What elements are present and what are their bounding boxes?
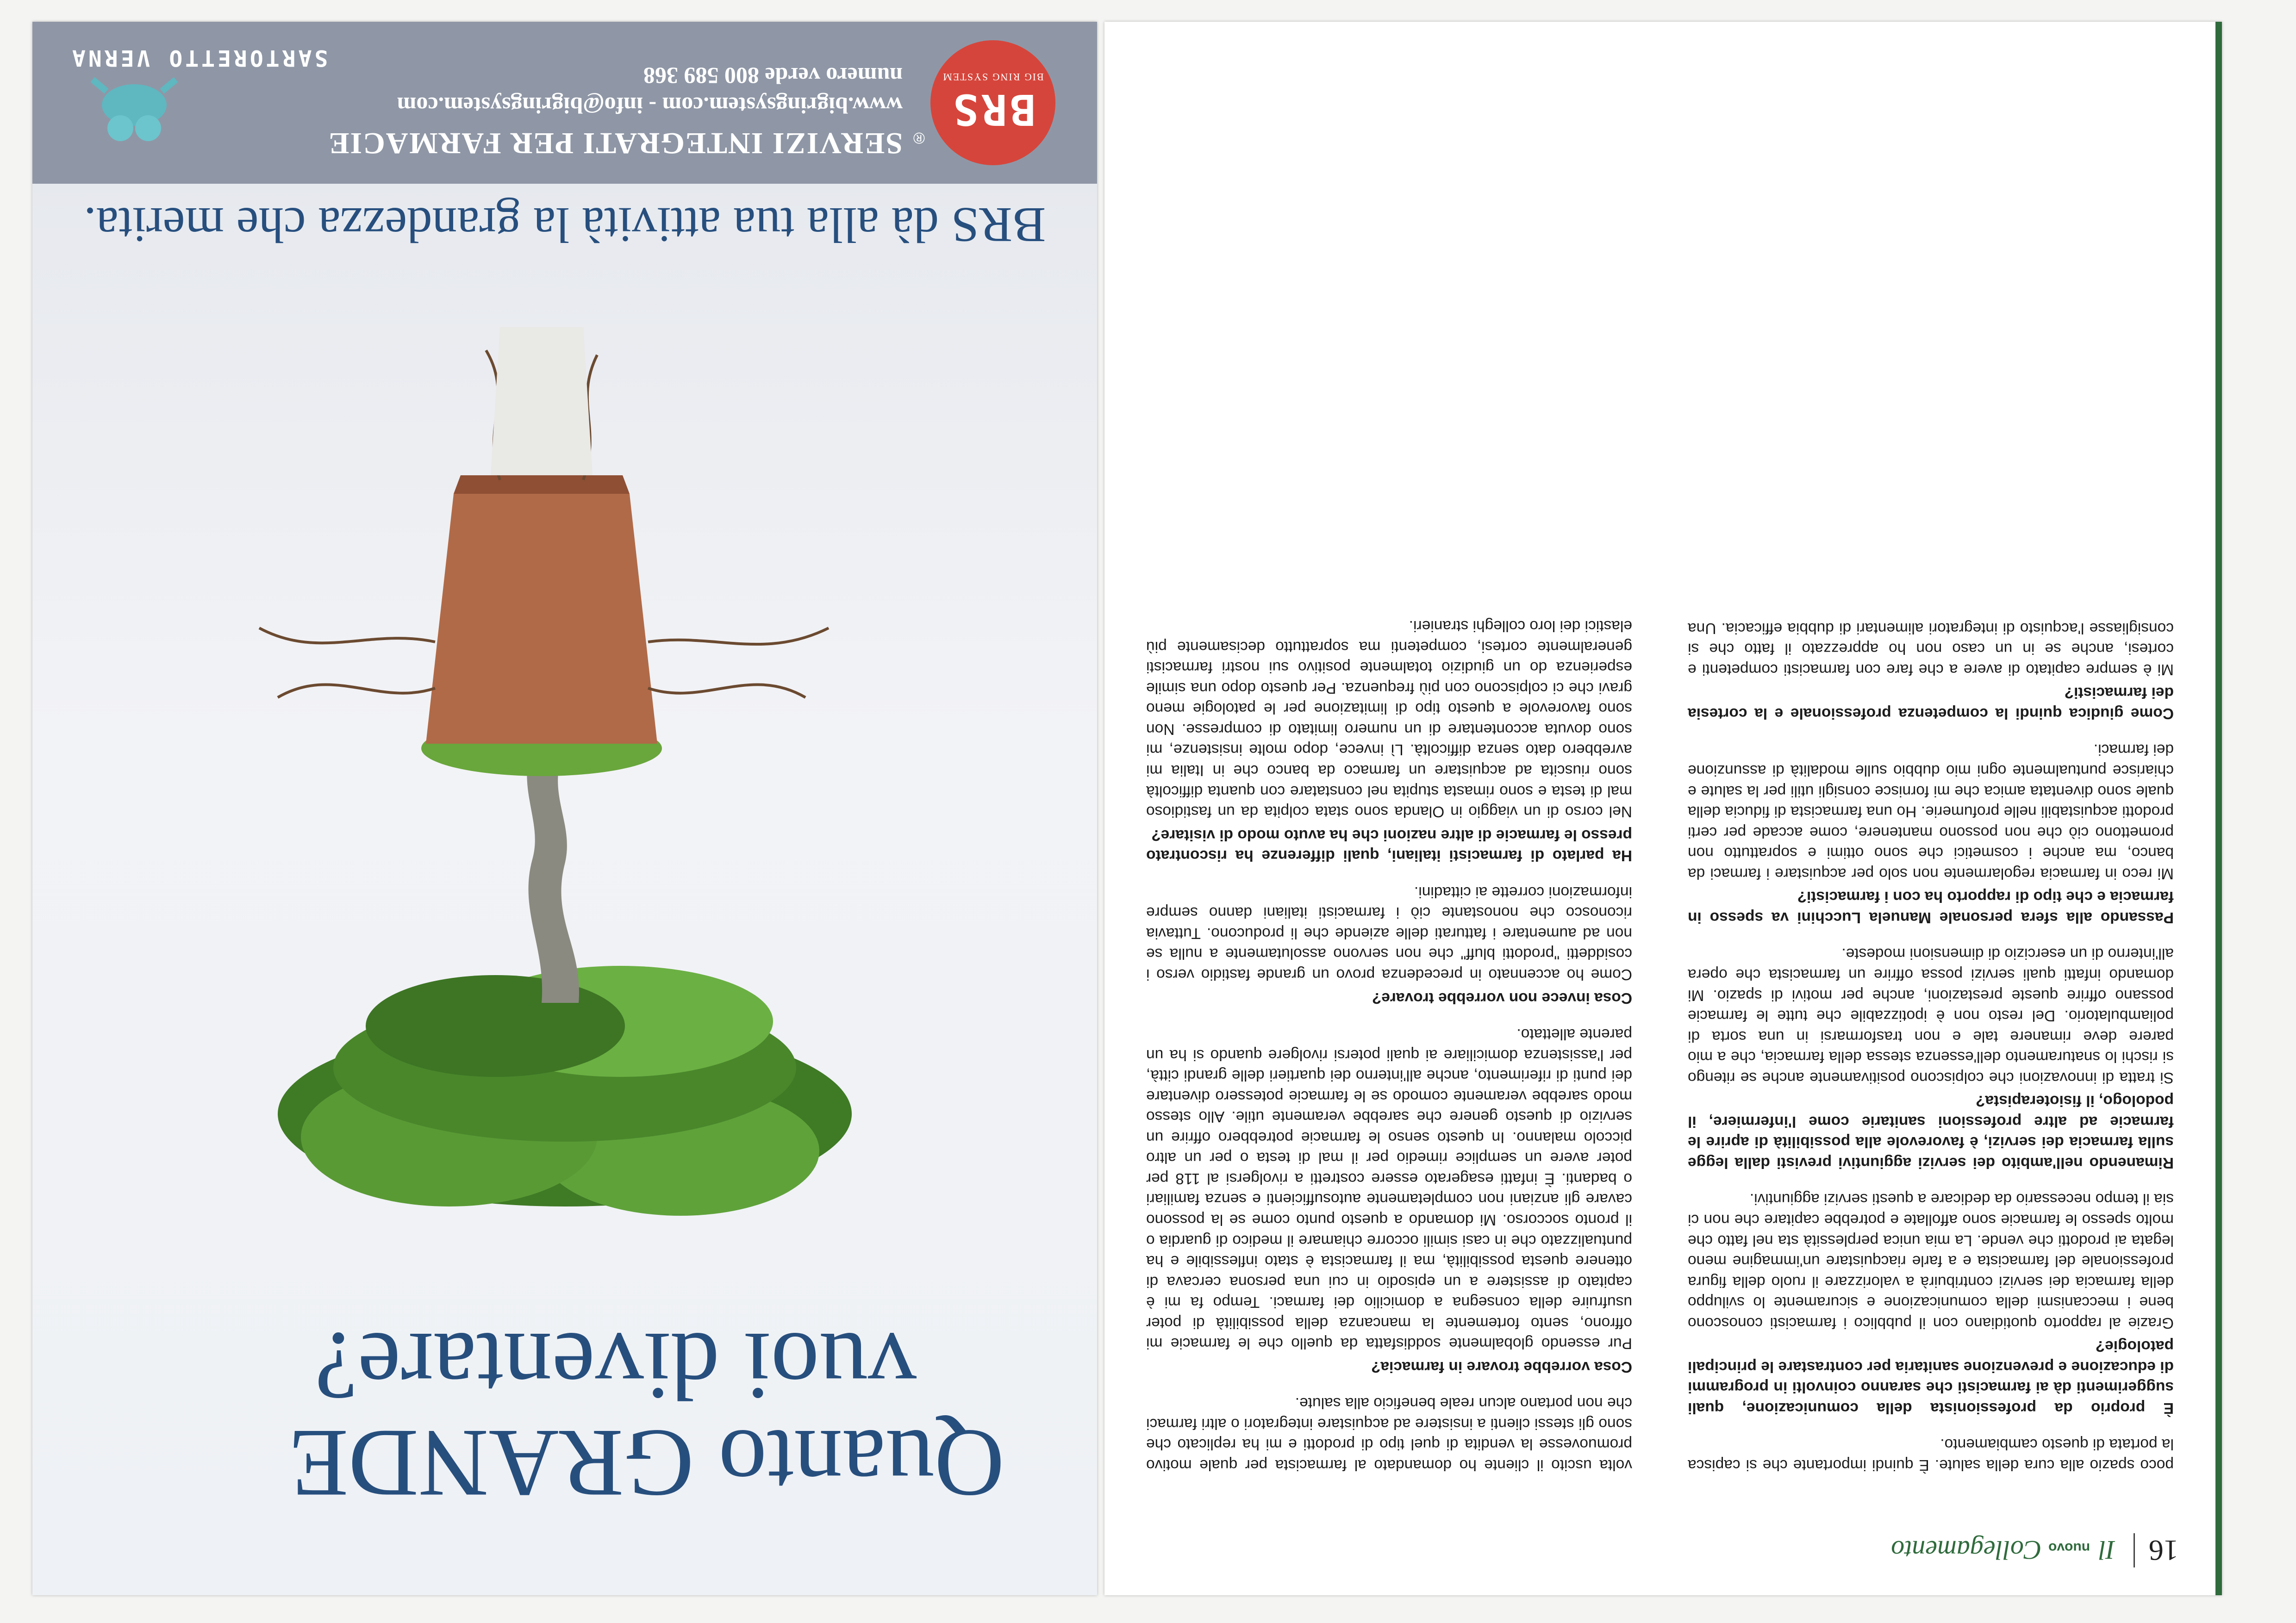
ad-headline-line2: vuoi diventare? — [314, 1312, 917, 1420]
article-page — [1104, 22, 2222, 1595]
ad-services-heading: SERVIZI INTEGRATI PER FARMACIE — [328, 126, 903, 160]
ad-tagline: BRS dà alla tua attività la grandezza che merita. — [83, 197, 1046, 252]
masthead-name: Collegamento — [1891, 1535, 2042, 1566]
masthead-tag: nuovo — [2048, 1540, 2090, 1555]
page-folio — [1891, 1533, 2178, 1567]
frog-statue-icon — [88, 77, 181, 156]
article-paragraph: Si tratta di innovazioni che colpiscono positivamente anche se ritengo si rischi lo snaturamento dell'essenza stessa della farmacia, che a mio parere deve rimanere tale e non trasformarsi in una sorta di poliambulatorio. Del resto non è ipotizzabile che tutte le farmacie possano offrire queste prestazioni, anche per motivi di spazio. Mi domando infatti quali servizi possa offrire un farmacista che opera all'interno di un esercizio di dimensioni modeste. — [1688, 945, 2174, 1086]
foliage-icon — [278, 966, 852, 1216]
article-paragraph: Pur essendo globalmente soddisfatta da quello che le farmacie mi offrono, sento fortemente la mancanza della possibilità di poter usufruire della consegna a domicilio dei farmaci. Tempo fa mi è capitato di assistere a un episodio in cui una persona cercava di ottenere questa possibilità, ma il farmacista è stato inflessibile e ha puntualizzato che in casi simili occorre chiamare il medico di guardia o il pronto soccorso. Mi domando a questo punto come se la possono cavare gli anziani non completamente autosufficienti e senza familiari o badanti. È infatti esagerato essere costretti a rivolgersi al 118 per poter avere un semplice rimedio per il mal di testa o per un altro piccolo malanno. In questo senso le farmacie potrebbero offrire un servizio di questo genere che sarebbe veramente utile. Allo stesso modo sarebbe veramente comodo se le farmacie potessero diventare dei punti di riferimento, anche all'interno dei quartieri delle grandi città, per l'assistenza domiciliare ai quali potersi rivolgere quando si ha un parente allettato. — [1146, 1026, 1632, 1352]
ad-phone-contact: numero verde 800 589 368 — [643, 63, 903, 89]
upside-down-bonsai-illustration — [148, 318, 981, 1244]
article-paragraph: Come ho accennato in precedenza provo un grande fastidio verso i cosiddetti "prodotti bluff" che non servono assolutamente a nulla se non ad aumentare i fatturati delle aziende che li producono. Tuttavia riconosco che nonostante ciò i farmacisti italiani danno sempre informazioni corrette ai cittadini. — [1146, 883, 1632, 983]
interview-question: Cosa vorrebbe trovare in farmacia? — [1371, 1358, 1632, 1375]
sponsor-name: SARTORETTO VERNA — [69, 45, 328, 71]
interview-question: Ha parlato di farmacisti italiani, quali differenze ha riscontrato presso le farmacie di altre nazioni che ha avuto modo di visitare? — [1146, 826, 1632, 864]
ad-web-contact[interactable]: www.bigringsystem.com - info@bigringsystem.com — [397, 93, 903, 118]
brs-logo-subtitle: BIG RING SYSTEM — [942, 71, 1044, 83]
sponsor-block — [69, 45, 366, 156]
masthead-pre: Il — [2098, 1535, 2115, 1566]
interview-question: Cosa invece non vorrebbe trovare? — [1372, 989, 1632, 1007]
article-body — [1146, 68, 2174, 1475]
brs-logo-mark: BRS — [950, 85, 1036, 135]
lamp-shade-icon — [491, 327, 593, 475]
article-paragraph: Nel corso di un viaggio in Olanda sono stata colpita da un fastidioso mal di testa e sono rimasta stupita nel constatare con quanta difficoltà sono riuscita ad acquistare un farmaco da banco che in Italia mi avrebbero dato senza difficoltà. Lì invece, dopo molte insistenze, mi sono dovuta accontentare di un numero limitato di compresse. Non sono favorevole a questo tipo di limitazione per le patologie meno gravi che ci colpiscono con più frequenza. Per questo dopo una simile esperienza do un giudizio totalmente positivo sui nostri farmacisti generalmente cortesi, competenti ma soprattutto decisamente più elastici dei loro colleghi stranieri. — [1146, 617, 1632, 821]
article-paragraph: Mi è sempre capitato di avere a che fare con farmacisti competenti e cortesi, anche se in un caso non ho apprezzato il fatto che si consigliasse l'acquisto di integratori alimentari di dubbia efficacia. Una volta uscito il cliente ho domandato al farmacista per quale motivo promuovesse la vendita di quel tipo di prodotti e mi ha replicato che sono gli stessi clienti a insistere ad acquistare integratori o altri farmaci che non portano alcun reale beneficio alla salute. — [1146, 619, 2174, 1474]
article-paragraph: Grazie al rapporto quotidiano con il pubblico i farmacisti conoscono bene i meccanismi della comunicazione e sicuramente lo sviluppo della farmacia dei servizi contribuirà a valorizzare il ruolo della figura professionale del farmacista e a farle riacquistare un'immagine meno legata ai prodotti che vende. La mia unica perplessità sta nel fatto che molto spesso le farmacie sono affollate e potrebbe capitare che non ci sia il tempo necessario da dedicare a questi servizi aggiuntivi. — [1688, 1190, 2174, 1331]
interview-question: Rimanendo nell'ambito dei servizi aggiuntivi previsti dalla legge sulla farmacia dei servizi, è favorevole alla possibilità di aprire le farmacie ad altre professioni sanitarie come l'infermiere, il podologo, il fisioterapista? — [1688, 1092, 2174, 1171]
article-paragraph: Mi reco in farmacia regolarmente non solo per acquistare i farmaci da banco, ma anche i cosmetici che sono ottimi e soprattutto non promettono ciò che non possono mantenere, come accade per certi prodotti acquistabili nelle profumerie. Ho una farmacista di fiducia della quale sono diventata amica che mi fornisce consigli utili per la salute e chiarisce puntualmente ogni mio dubbio sulle modalità di assunzione dei farmaci. — [1688, 741, 2174, 882]
terracotta-pot-icon — [426, 494, 657, 744]
ad-contact-band — [32, 22, 1097, 184]
ad-headline — [289, 1312, 1004, 1517]
trunk-icon — [527, 762, 579, 1003]
registered-mark: ® — [913, 129, 925, 147]
brs-logo — [930, 40, 1055, 165]
page-number: 16 — [2134, 1533, 2178, 1567]
interview-question: Passando alla sfera personale Manuela Lucchini va spesso in farmacia e che tipo di rapporto ha con i farmacisti? — [1688, 888, 2174, 926]
ad-headline-line1: Quanto GRANDE — [289, 1410, 1004, 1517]
masthead — [1891, 1535, 2115, 1566]
ad-contact-text — [328, 62, 903, 161]
article-paragraph: poco spazio alla cura della salute. È quindi importante che si capisca la portata di questo cambiamento. — [1688, 1436, 2174, 1474]
interview-question: È proprio da professionista della comunicazione, quali suggerimenti dà ai farmacisti che saranno coinvolti in programmi di educazione e prevenzione sanitaria per contrastare le principali patologie? — [1687, 1337, 2174, 1417]
advertisement-page — [32, 22, 1097, 1595]
interview-question: Come giudica quindi la competenza professionale e la cortesia dei farmacisti? — [1688, 684, 2174, 722]
